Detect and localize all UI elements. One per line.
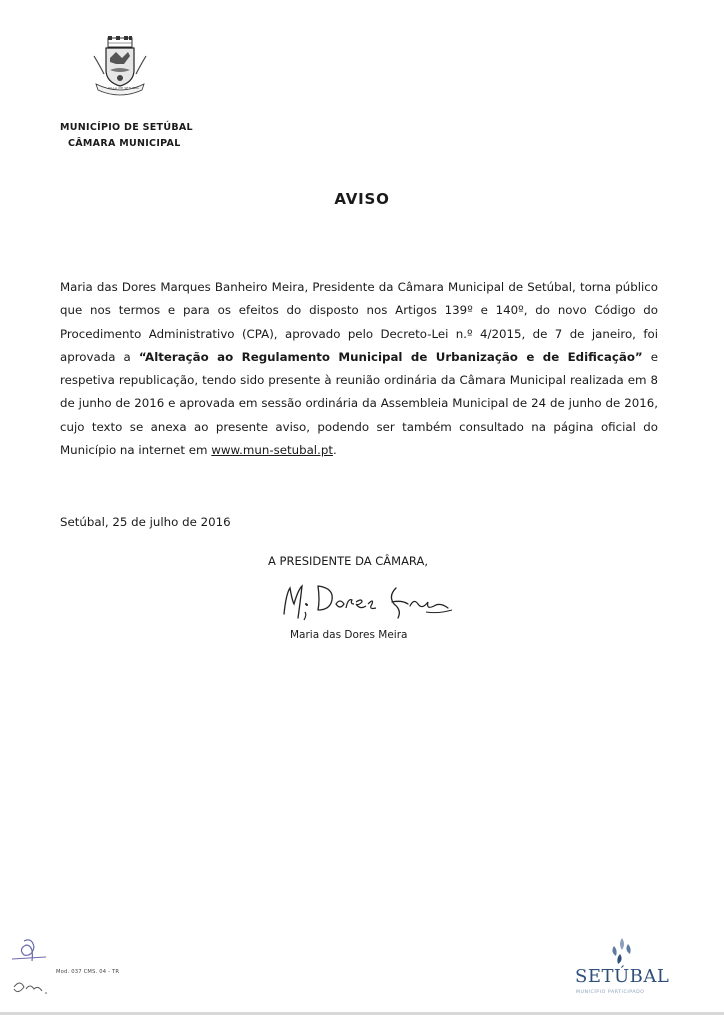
letterhead <box>60 120 193 152</box>
logo-wordmark: SETÚBAL <box>575 966 670 987</box>
page-bottom-edge <box>0 1012 724 1015</box>
notice-text-part2: e respetiva republicação, tendo sido presente à reunião ordinária da Câmara Municipal realizada em 8 de junho de 2016 e aprovada em sessão ordinária da Assembleia Municipal de 24 de junho de 2016, cujo texto se anexa ao presente aviso, podendo ser também consultado na página oficial do Município na internet em <box>60 349 659 458</box>
notice-text-part1: Maria das Dores Marques Banheiro Meira, Presidente da Câmara Municipal de Setúbal, torna público que nos termos e para os efeitos do disposto nos Artigos 139º e 140º, do novo Código do Procedimento Administrativo (CPA), aprovado pelo Decreto-Lei n.º 4/2015, de 7 de janeiro, foi aprovada a <box>60 280 658 364</box>
logo-tagline: MUNICÍPIO PARTICIPADO <box>576 990 645 995</box>
notice-text-part3: . <box>332 443 337 458</box>
council-name: CÂMARA MUNICIPAL <box>68 138 181 149</box>
website-link[interactable]: www.mun-setubal.pt <box>211 443 333 458</box>
notice-body <box>60 276 658 462</box>
regulation-title: “Alteração ao Regulamento Municipal de Urbanização e de Edificação” <box>138 349 643 364</box>
crest-motto: VILLA DE SETUBAL <box>108 86 140 90</box>
form-code: Mod. 037 CMS. 04 - TR <box>56 969 120 975</box>
signatory-title: A PRESIDENTE DA CÂMARA, <box>268 554 428 568</box>
initials-mark-icon <box>8 935 48 999</box>
signatory-name: Maria das Dores Meira <box>290 629 408 641</box>
place-and-date: Setúbal, 25 de julho de 2016 <box>60 515 231 529</box>
page-title: AVISO <box>334 190 390 208</box>
municipality-name: MUNICÍPIO DE SETÚBAL <box>60 122 193 133</box>
handwritten-signature <box>276 574 466 624</box>
